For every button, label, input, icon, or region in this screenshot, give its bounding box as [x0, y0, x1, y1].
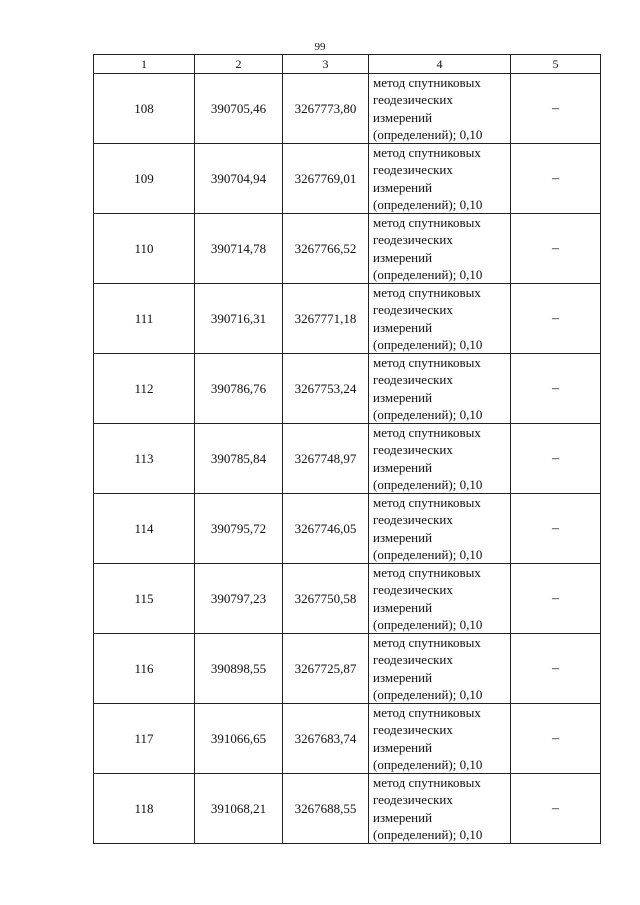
column-header-3: 3 — [283, 55, 369, 74]
y-coordinate-cell: 3267725,87 — [283, 634, 369, 704]
note-cell: – — [511, 564, 601, 634]
method-accuracy-cell: метод спутниковых геодезических измерений (определений); 0,10 — [369, 214, 511, 284]
y-coordinate-cell: 3267746,05 — [283, 494, 369, 564]
column-header-1: 1 — [94, 55, 195, 74]
x-coordinate-cell: 390795,72 — [195, 494, 283, 564]
note-cell: – — [511, 354, 601, 424]
note-cell: – — [511, 214, 601, 284]
method-accuracy-cell: метод спутниковых геодезических измерений (определений); 0,10 — [369, 774, 511, 844]
note-cell: – — [511, 774, 601, 844]
note-cell: – — [511, 284, 601, 354]
method-accuracy-cell: метод спутниковых геодезических измерений (определений); 0,10 — [369, 564, 511, 634]
y-coordinate-cell: 3267750,58 — [283, 564, 369, 634]
table-row — [94, 634, 601, 704]
table-body — [94, 74, 601, 844]
x-coordinate-cell: 390898,55 — [195, 634, 283, 704]
point-number-cell: 109 — [94, 144, 195, 214]
x-coordinate-cell: 390785,84 — [195, 424, 283, 494]
x-coordinate-cell: 390797,23 — [195, 564, 283, 634]
method-accuracy-cell: метод спутниковых геодезических измерений (определений); 0,10 — [369, 494, 511, 564]
y-coordinate-cell: 3267748,97 — [283, 424, 369, 494]
header-row — [94, 55, 601, 74]
x-coordinate-cell: 390716,31 — [195, 284, 283, 354]
x-coordinate-cell: 390704,94 — [195, 144, 283, 214]
method-accuracy-cell: метод спутниковых геодезических измерений (определений); 0,10 — [369, 144, 511, 214]
table-row — [94, 214, 601, 284]
table-row — [94, 74, 601, 144]
y-coordinate-cell: 3267683,74 — [283, 704, 369, 774]
method-accuracy-cell: метод спутниковых геодезических измерений (определений); 0,10 — [369, 74, 511, 144]
method-accuracy-cell: метод спутниковых геодезических измерений (определений); 0,10 — [369, 704, 511, 774]
x-coordinate-cell: 390714,78 — [195, 214, 283, 284]
method-accuracy-cell: метод спутниковых геодезических измерений (определений); 0,10 — [369, 634, 511, 704]
x-coordinate-cell: 391068,21 — [195, 774, 283, 844]
method-accuracy-cell: метод спутниковых геодезических измерений (определений); 0,10 — [369, 284, 511, 354]
point-number-cell: 113 — [94, 424, 195, 494]
note-cell: – — [511, 704, 601, 774]
column-header-4: 4 — [369, 55, 511, 74]
table-row — [94, 144, 601, 214]
y-coordinate-cell: 3267769,01 — [283, 144, 369, 214]
table-row — [94, 774, 601, 844]
y-coordinate-cell: 3267753,24 — [283, 354, 369, 424]
point-number-cell: 111 — [94, 284, 195, 354]
table-row — [94, 284, 601, 354]
point-number-cell: 118 — [94, 774, 195, 844]
table-row — [94, 424, 601, 494]
note-cell: – — [511, 144, 601, 214]
table-row — [94, 494, 601, 564]
point-number-cell: 110 — [94, 214, 195, 284]
y-coordinate-cell: 3267688,55 — [283, 774, 369, 844]
table-row — [94, 564, 601, 634]
table-row — [94, 354, 601, 424]
page-number: 99 — [314, 41, 326, 53]
method-accuracy-cell: метод спутниковых геодезических измерений (определений); 0,10 — [369, 424, 511, 494]
point-number-cell: 114 — [94, 494, 195, 564]
method-accuracy-cell: метод спутниковых геодезических измерений (определений); 0,10 — [369, 354, 511, 424]
x-coordinate-cell: 390786,76 — [195, 354, 283, 424]
point-number-cell: 117 — [94, 704, 195, 774]
note-cell: – — [511, 634, 601, 704]
column-header-2: 2 — [195, 55, 283, 74]
note-cell: – — [511, 494, 601, 564]
column-header-5: 5 — [511, 55, 601, 74]
point-number-cell: 115 — [94, 564, 195, 634]
y-coordinate-cell: 3267773,80 — [283, 74, 369, 144]
point-number-cell: 108 — [94, 74, 195, 144]
note-cell: – — [511, 74, 601, 144]
point-number-cell: 116 — [94, 634, 195, 704]
coordinates-table — [93, 54, 601, 844]
y-coordinate-cell: 3267766,52 — [283, 214, 369, 284]
x-coordinate-cell: 390705,46 — [195, 74, 283, 144]
y-coordinate-cell: 3267771,18 — [283, 284, 369, 354]
table-row — [94, 704, 601, 774]
x-coordinate-cell: 391066,65 — [195, 704, 283, 774]
note-cell: – — [511, 424, 601, 494]
point-number-cell: 112 — [94, 354, 195, 424]
